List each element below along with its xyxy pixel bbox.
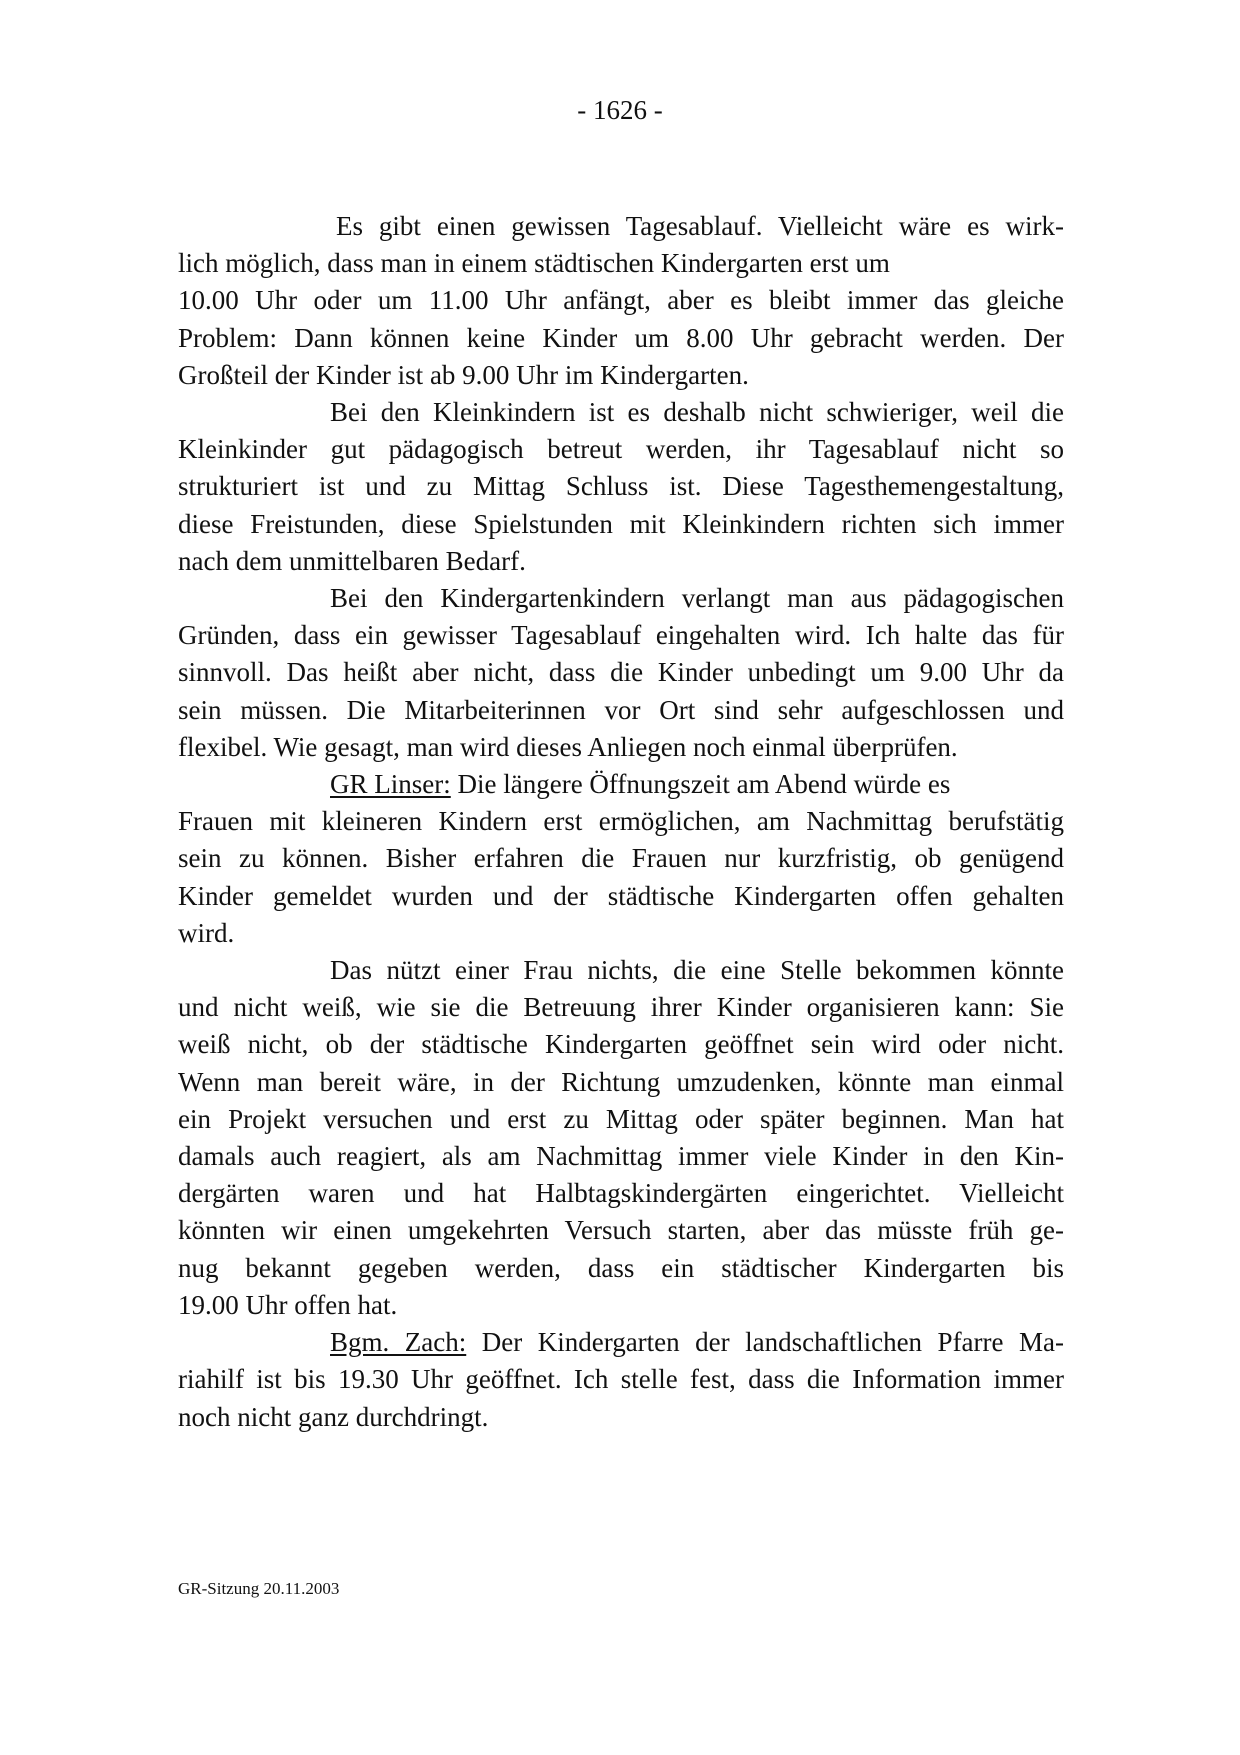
text-line: noch nicht ganz durchdringt. xyxy=(178,1401,489,1432)
text-line: dergärten waren und hat Halbtagskindergärten eingerichtet. Vielleicht xyxy=(178,1178,1064,1209)
text-line: strukturiert ist und zu Mittag Schluss ist. Diese Tagesthemengestaltung, xyxy=(178,471,1064,502)
text-line xyxy=(178,766,1064,803)
text-line: damals auch reagiert, als am Nachmittag immer viele Kinder in den Kin- xyxy=(178,1141,1064,1172)
speaker-paragraph xyxy=(178,766,1064,952)
text-line: Kinder gemeldet wurden und der städtische Kindergarten offen gehalten xyxy=(178,880,1064,911)
text-line: sinnvoll. Das heißt aber nicht, dass die Kinder unbedingt um 9.00 Uhr da xyxy=(178,657,1064,688)
text-line: 10.00 Uhr oder um 11.00 Uhr anfängt, aber es bleibt immer das gleiche xyxy=(178,285,1064,316)
speaker-name: Bgm. Zach: xyxy=(330,1327,467,1358)
text-line: könnten wir einen umgekehrten Versuch starten, aber das müsste früh ge- xyxy=(178,1215,1064,1246)
page-number: - 1626 - xyxy=(577,95,663,125)
text-line: flexibel. Wie gesagt, man wird dieses Anliegen noch einmal überprüfen. xyxy=(178,731,958,762)
text-line: nach dem unmittelbaren Bedarf. xyxy=(178,545,526,576)
text-line: Es gibt einen gewissen Tagesablauf. Vielleicht wäre es wirk- xyxy=(336,211,1064,241)
speaker-paragraph xyxy=(178,1324,1064,1436)
paragraph xyxy=(178,580,1064,766)
text-line: Gründen, dass ein gewisser Tagesablauf eingehalten wird. Ich halte das für xyxy=(178,620,1064,651)
text-line: Bei den Kleinkindern ist es deshalb nicht schwieriger, weil die xyxy=(330,397,1064,428)
text-line: diese Freistunden, diese Spielstunden mit Kleinkindern richten sich immer xyxy=(178,508,1064,539)
text-line: Großteil der Kinder ist ab 9.00 Uhr im Kindergarten. xyxy=(178,359,749,390)
text-line: Problem: Dann können keine Kinder um 8.00 Uhr gebracht werden. Der xyxy=(178,322,1064,353)
text-line: weiß nicht, ob der städtische Kindergarten geöffnet sein wird oder nicht. xyxy=(178,1029,1064,1060)
paragraph xyxy=(178,394,1064,580)
text-line xyxy=(178,1324,1064,1361)
text-line: Wenn man bereit wäre, in der Richtung umzudenken, könnte man einmal xyxy=(178,1066,1064,1097)
document-body xyxy=(178,208,1064,1436)
speaker-name: GR Linser: xyxy=(330,769,451,800)
text-line: ein Projekt versuchen und erst zu Mittag oder später beginnen. Man hat xyxy=(178,1103,1064,1134)
text-line: und nicht weiß, wie sie die Betreuung ihrer Kinder organisieren kann: Sie xyxy=(178,992,1064,1023)
text-line: riahilf ist bis 19.30 Uhr geöffnet. Ich stelle fest, dass die Information immer xyxy=(178,1364,1064,1395)
paragraph xyxy=(178,952,1064,1324)
text-line: 19.00 Uhr offen hat. xyxy=(178,1289,398,1320)
text-line: sein zu können. Bisher erfahren die Frauen nur kurzfristig, ob genügend xyxy=(178,843,1064,874)
text-line: Das nützt einer Frau nichts, die eine Stelle bekommen könnte xyxy=(330,955,1064,986)
text-line: Bei den Kindergartenkindern verlangt man aus pädagogischen xyxy=(330,583,1064,614)
text-line: nug bekannt gegeben werden, dass ein städtischer Kindergarten bis xyxy=(178,1252,1064,1283)
text-line: sein müssen. Die Mitarbeiterinnen vor Ort sind sehr aufgeschlossen und xyxy=(178,694,1064,725)
text-line: Kleinkinder gut pädagogisch betreut werden, ihr Tagesablauf nicht so xyxy=(178,434,1064,465)
text-line: lich möglich, dass man in einem städtischen Kindergarten erst um xyxy=(178,248,890,279)
text-segment: Der Kindergarten der landschaftlichen Pfarre Ma- xyxy=(466,1327,1064,1358)
text-segment: Die längere Öffnungszeit am Abend würde es xyxy=(450,769,951,800)
text-line: Frauen mit kleineren Kindern erst ermöglichen, am Nachmittag berufstätig xyxy=(178,806,1064,837)
text-line: wird. xyxy=(178,917,235,948)
paragraph xyxy=(178,208,1064,394)
footer-session-date: GR-Sitzung 20.11.2003 xyxy=(178,1579,340,1598)
